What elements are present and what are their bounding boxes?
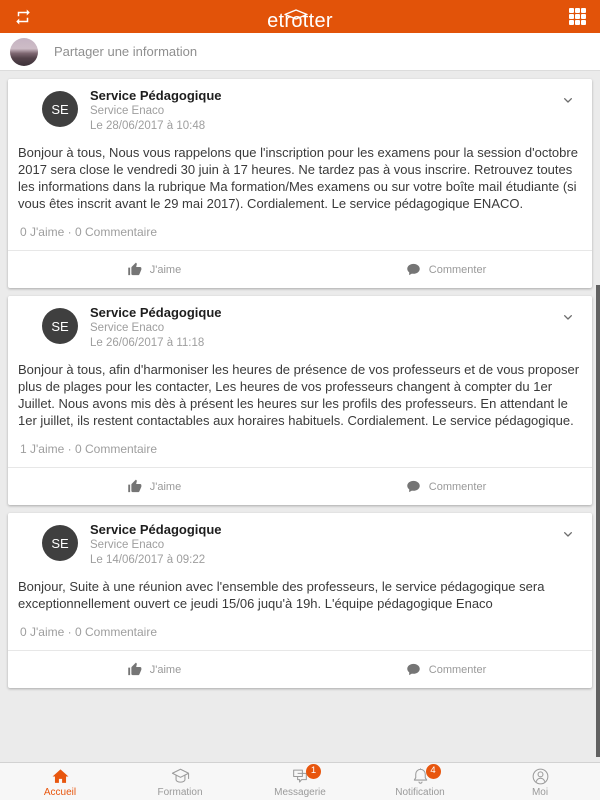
chevron-down-icon[interactable] — [560, 309, 576, 325]
bell-icon — [411, 765, 436, 786]
nav-item-notification[interactable] — [360, 763, 480, 800]
user-avatar[interactable] — [10, 38, 38, 66]
post-date: Le 14/06/2017 à 09:22 — [90, 554, 206, 566]
nav-label: Moi — [531, 786, 549, 798]
author-avatar[interactable]: SE — [42, 525, 78, 561]
author-avatar[interactable]: SE — [42, 91, 78, 127]
graduation-cap-icon — [170, 767, 191, 786]
post-header — [8, 79, 592, 136]
home-icon — [51, 767, 70, 786]
post-actions — [8, 250, 592, 288]
comment-icon — [406, 262, 421, 277]
nav-label: Notification — [395, 786, 445, 798]
author-org: Service Enaco — [90, 539, 165, 551]
post-stats: 0 J'aime · 0 Commentaire — [20, 225, 158, 239]
post-meta — [90, 305, 222, 351]
bottom-nav — [0, 762, 600, 800]
post-card — [8, 79, 592, 288]
comment-icon — [406, 479, 421, 494]
comment-icon — [406, 662, 421, 677]
author-name: Service Pédagogique — [90, 522, 222, 537]
post-card — [8, 513, 592, 688]
thumb-up-icon — [127, 662, 142, 677]
nav-label: Formation — [157, 786, 203, 798]
share-bar[interactable] — [0, 33, 600, 71]
post-actions — [8, 467, 592, 505]
like-button[interactable] — [8, 468, 300, 505]
logo-container — [0, 0, 600, 33]
like-label: J'aime — [149, 480, 182, 493]
comment-button[interactable] — [300, 251, 592, 288]
post-meta — [90, 88, 222, 134]
chat-bubbles-icon — [290, 765, 317, 786]
graduation-cap-logo-icon — [283, 2, 309, 26]
nav-label: Accueil — [43, 786, 77, 798]
comment-label: Commenter — [428, 663, 487, 676]
nav-label: Messagerie — [274, 786, 326, 798]
logo-text: etrotter — [267, 10, 333, 32]
messagerie-badge: 1 — [306, 764, 321, 779]
like-label: J'aime — [149, 263, 182, 276]
nav-item-formation[interactable] — [120, 763, 240, 800]
comment-button[interactable] — [300, 468, 592, 505]
post-actions — [8, 650, 592, 688]
author-org: Service Enaco — [90, 105, 165, 117]
like-label: J'aime — [149, 663, 182, 676]
post-header — [8, 296, 592, 353]
app-logo — [267, 9, 333, 33]
post-header — [8, 513, 592, 570]
post-stats: 0 J'aime · 0 Commentaire — [20, 625, 158, 639]
apps-grid-icon[interactable] — [567, 7, 587, 27]
author-name: Service Pédagogique — [90, 88, 222, 103]
author-avatar[interactable]: SE — [42, 308, 78, 344]
chevron-down-icon[interactable] — [560, 92, 576, 108]
person-icon — [531, 767, 550, 786]
thumb-up-icon — [127, 479, 142, 494]
author-org: Service Enaco — [90, 322, 165, 334]
post-date: Le 28/06/2017 à 10:48 — [90, 120, 206, 132]
app-header — [0, 0, 600, 33]
post-meta — [90, 522, 222, 568]
post-body: Bonjour à tous, afin d'harmoniser les heures de présence de vos professeurs et de vous proposer plus de plages pour les contacter, Les heures de vos professeurs changent à compter du 1er Juillet. Nous avons mis dès à présent les heures sur les profils des professeurs. En attendant le 1er juillet, ils restent contactables aux horaires habituels. Cordialement. Le service pédagogique. — [18, 362, 580, 428]
comment-label: Commenter — [428, 480, 487, 493]
comment-label: Commenter — [428, 263, 487, 276]
news-feed — [0, 71, 600, 688]
thumb-up-icon — [127, 262, 142, 277]
scrollbar[interactable] — [596, 285, 600, 757]
author-name: Service Pédagogique — [90, 305, 222, 320]
post-body: Bonjour, Suite à une réunion avec l'ensemble des professeurs, le service pédagogique sera exceptionnellement ouvert ce jeudi 15/06 juqu'à 19h. L'équipe pédagogique Enaco — [18, 579, 545, 611]
notification-badge: 4 — [426, 764, 441, 779]
post-date: Le 26/06/2017 à 11:18 — [90, 337, 205, 349]
nav-item-messagerie[interactable] — [240, 763, 360, 800]
share-placeholder: Partager une information — [54, 44, 198, 59]
chevron-down-icon[interactable] — [560, 526, 576, 542]
post-body: Bonjour à tous, Nous vous rappelons que l'inscription pour les examens pour la session d'octobre 2017 sera close le vendredi 30 juin à 17 heures. Ne tardez pas à vous inscrire. Retrouvez toutes les informations dans la rubrique Ma formation/Mes examens ou sur votre boîte mail étudiante (si vous êtes inscrit avant le 29 mai 2017). Cordialement. Le service pédagogique ENACO. — [18, 145, 578, 211]
post-card — [8, 296, 592, 505]
like-button[interactable] — [8, 251, 300, 288]
like-button[interactable] — [8, 651, 300, 688]
nav-item-moi[interactable] — [480, 763, 600, 800]
post-stats: 1 J'aime · 0 Commentaire — [20, 442, 158, 456]
nav-item-accueil[interactable] — [0, 763, 120, 800]
repeat-icon[interactable] — [13, 7, 33, 27]
comment-button[interactable] — [300, 651, 592, 688]
